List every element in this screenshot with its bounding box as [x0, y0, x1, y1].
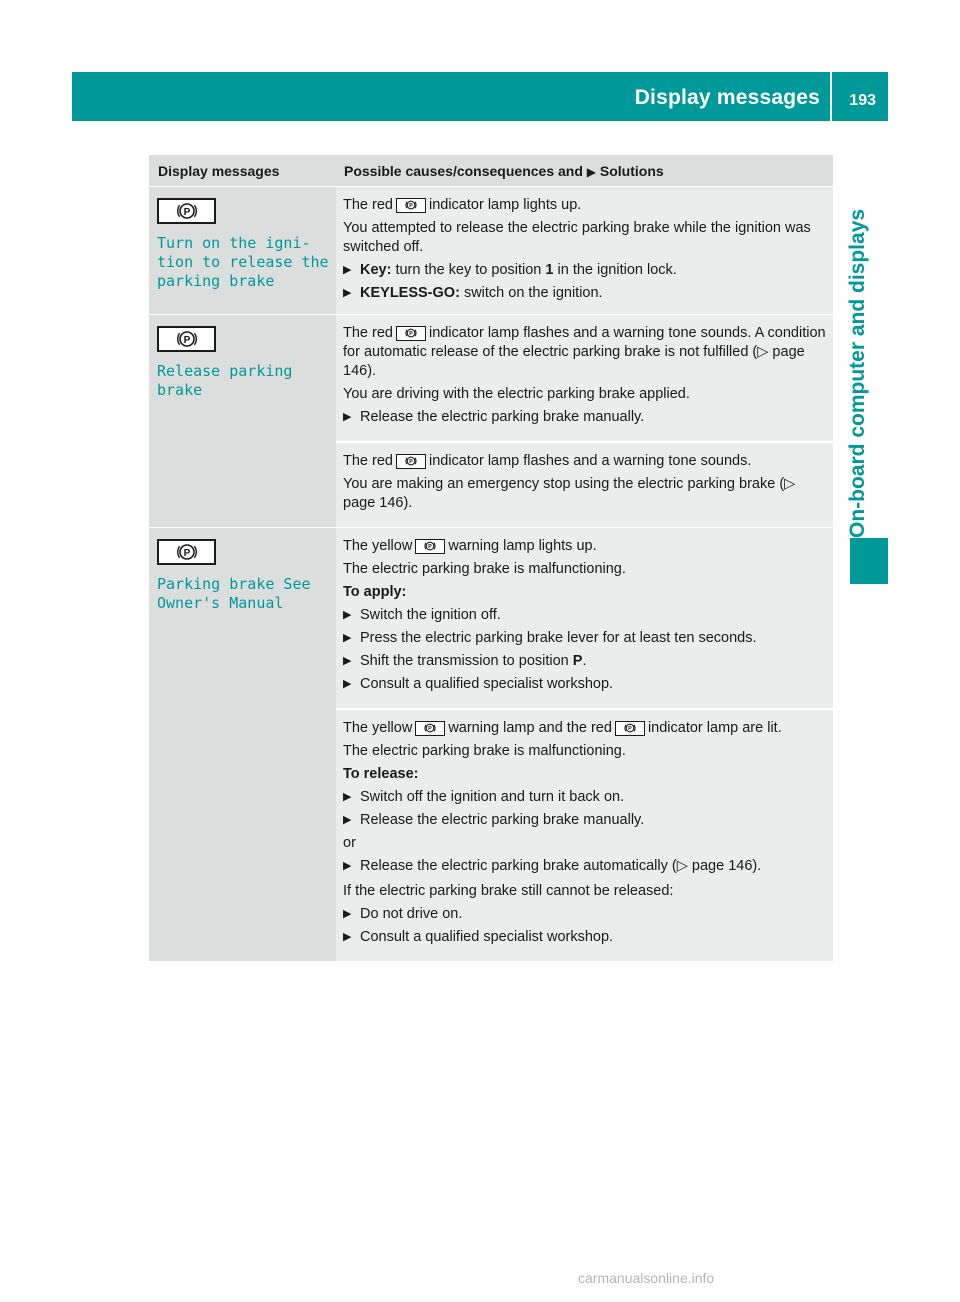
svg-text:P: P: [183, 207, 190, 218]
solution-cell: The red P indicator lamp flashes and a warning tone sounds. You are making an emergency stop using the electric parking brake (▷ page 146).: [336, 441, 833, 527]
parking-brake-icon: [157, 198, 216, 224]
solution-column: [336, 527, 833, 961]
list-item: ▶ Release the electric parking brake manually.: [343, 409, 645, 425]
parking-brake-icon: [396, 198, 426, 213]
chapter-side-label: On-board computer and displays: [846, 208, 869, 538]
display-message-text: Turn on the igni‐ tion to release the parking brake: [157, 234, 329, 290]
table-row: [149, 527, 833, 961]
list-item: ▶ Shift the transmission to position P.: [343, 653, 587, 669]
svg-text:P: P: [428, 544, 433, 551]
solution-column: [336, 314, 833, 527]
triangle-arrow-icon: ▶: [343, 655, 352, 667]
triangle-arrow-icon: ▶: [586, 165, 597, 179]
triangle-arrow-icon: ▶: [343, 814, 352, 826]
parking-brake-icon: [396, 326, 426, 341]
triangle-arrow-icon: ▶: [343, 860, 352, 872]
display-message-text: Parking brake See Owner's Manual: [157, 575, 311, 612]
parking-brake-icon: [615, 721, 645, 736]
list-item: ▶ Switch the ignition off.: [343, 607, 501, 623]
message-cell: [149, 186, 336, 314]
message-cell: [149, 527, 336, 961]
table-header: [149, 155, 833, 186]
triangle-arrow-icon: ▶: [343, 908, 352, 920]
triangle-arrow-icon: ▶: [343, 931, 352, 943]
list-item: ▶ Key: turn the key to position 1 in the ignition lock.: [343, 262, 677, 278]
triangle-arrow-icon: ▶: [343, 287, 352, 299]
svg-text:P: P: [428, 726, 433, 733]
section-title: Display messages: [634, 86, 820, 109]
list-item: ▶ Release the electric parking brake automatically (▷ page 146).: [343, 858, 762, 874]
chapter-tab-marker: [850, 538, 888, 584]
list-item: ▶ Do not drive on.: [343, 906, 463, 922]
page-header: [72, 72, 888, 121]
header-divider: [830, 72, 832, 121]
triangle-arrow-icon: ▶: [343, 609, 352, 621]
svg-text:P: P: [409, 331, 413, 338]
triangle-arrow-icon: ▶: [343, 791, 352, 803]
column-header-causes: Possible causes/consequences and ▶ Solutions: [344, 163, 664, 179]
triangle-arrow-icon: ▶: [343, 411, 352, 423]
svg-text:P: P: [183, 548, 190, 559]
table-row: [149, 314, 833, 527]
solution-column: [336, 186, 833, 314]
page-number: 193: [849, 92, 876, 109]
list-item: ▶ Release the electric parking brake manually.: [343, 812, 645, 828]
parking-brake-icon: [415, 539, 445, 554]
solution-cell: The yellow P warning lamp lights up. The electric parking brake is malfunctioning. To apply: ▶ Switch the ignition off. ▶ Press the electric parking brake lever for at least ten seconds. ▶ Shift the transmission to position P. ▶ Consult a qualified specialist workshop.: [336, 528, 833, 708]
list-item: ▶ Press the electric parking brake lever for at least ten seconds.: [343, 630, 757, 646]
solution-cell: The red P indicator lamp flashes and a warning tone sounds. A condition for automatic release of the electric parking brake is not fulfilled (▷ page 146). You are driving with the electric parking brake applied. ▶ Release the electric parking brake manually.: [343, 325, 826, 425]
message-cell: [149, 314, 336, 527]
svg-text:P: P: [409, 203, 413, 210]
triangle-arrow-icon: ▶: [343, 678, 352, 690]
triangle-arrow-icon: ▶: [343, 264, 352, 276]
list-item: ▶ Switch off the ignition and turn it back on.: [343, 789, 625, 805]
svg-text:P: P: [628, 726, 632, 733]
parking-brake-icon: [157, 326, 216, 352]
watermark: carmanualsonline.info: [578, 1270, 715, 1286]
svg-text:P: P: [409, 459, 413, 466]
display-message-text: Release parking brake: [157, 362, 293, 399]
list-item: ▶ Consult a qualified specialist workshop.: [343, 929, 614, 945]
triangle-arrow-icon: ▶: [343, 632, 352, 644]
display-messages-table: [149, 155, 833, 961]
parking-brake-icon: [157, 539, 216, 565]
list-item: ▶ KEYLESS-GO: switch on the ignition.: [343, 285, 603, 301]
svg-text:P: P: [183, 335, 190, 346]
parking-brake-icon: [396, 454, 426, 469]
column-header-messages: Display messages: [158, 163, 280, 179]
parking-brake-icon: [415, 721, 445, 736]
solution-cell: The yellow P warning lamp and the red P indicator lamp are lit. The electric parking brake is malfunctioning. To release: ▶ Switch off the ignition and turn it back on. ▶ Release the electric parking brake manually. or ▶ Release the electric parking brake automatically (▷ page 146). If the electric parking brake still cannot be released: ▶ Do not drive on. ▶ Consult a qualified specialist workshop.: [336, 708, 833, 961]
solution-cell: The red P indicator lamp lights up. You attempted to release the electric parking brake while the ignition was switched off. ▶ Key: turn the key to position 1 in the ignition lock. ▶ KEYLESS-GO: switch on the ignition.: [336, 187, 833, 317]
table-row: [149, 186, 833, 314]
list-item: ▶ Consult a qualified specialist workshop.: [343, 676, 614, 692]
